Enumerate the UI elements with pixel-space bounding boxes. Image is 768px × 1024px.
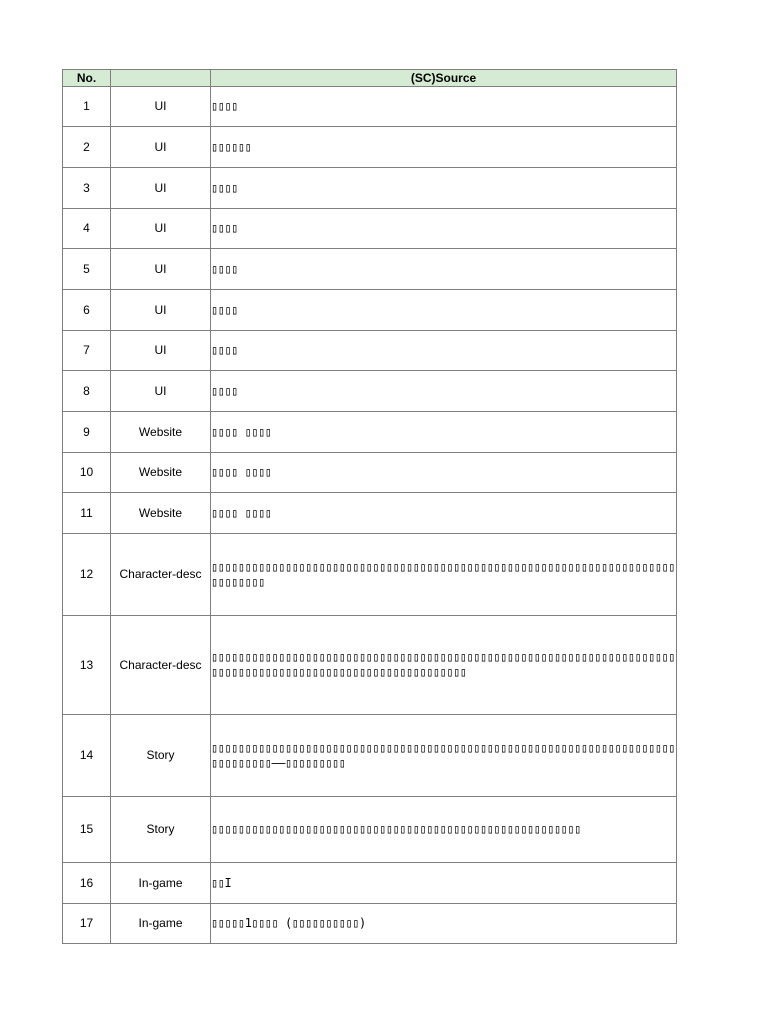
row-number: 14 (63, 715, 111, 797)
table-row (63, 87, 677, 127)
row-category: In-game (111, 863, 211, 904)
table-row (63, 453, 677, 493)
table-row (63, 127, 677, 168)
header-row (63, 70, 677, 87)
row-source-text: ▯▯▯▯ ▯▯▯▯ (211, 453, 677, 493)
row-number: 1 (63, 87, 111, 127)
row-number: 2 (63, 127, 111, 168)
table-row (63, 904, 677, 944)
table-row (63, 616, 677, 715)
table-row (63, 863, 677, 904)
row-category: Story (111, 797, 211, 863)
table-row (63, 715, 677, 797)
header-no: No. (63, 70, 111, 87)
row-source-text: ▯▯▯▯▯▯▯▯▯▯▯▯▯▯▯▯▯▯▯▯▯▯▯▯▯▯▯▯▯▯▯▯▯▯▯▯▯▯▯▯▯▯▯▯▯▯▯▯▯▯▯▯▯▯▯▯▯▯▯▯▯▯▯▯▯▯▯▯▯▯▯▯▯▯▯▯▯ (211, 534, 677, 616)
row-source-text: ▯▯I (211, 863, 677, 904)
table-header (63, 70, 677, 87)
row-category: UI (111, 209, 211, 249)
row-category: UI (111, 127, 211, 168)
row-category: Story (111, 715, 211, 797)
table-row (63, 290, 677, 331)
row-number: 3 (63, 168, 111, 209)
row-number: 12 (63, 534, 111, 616)
row-source-text: ▯▯▯▯ (211, 168, 677, 209)
row-number: 5 (63, 249, 111, 290)
row-category: Website (111, 412, 211, 453)
row-source-text: ▯▯▯▯ (211, 371, 677, 412)
row-category: Website (111, 453, 211, 493)
row-category: UI (111, 331, 211, 371)
row-source-text: ▯▯▯▯ (211, 87, 677, 127)
row-number: 17 (63, 904, 111, 944)
row-source-text: ▯▯▯▯ ▯▯▯▯ (211, 493, 677, 534)
row-category: UI (111, 87, 211, 127)
table-row (63, 209, 677, 249)
header-category (111, 70, 211, 87)
row-source-text: ▯▯▯▯ (211, 249, 677, 290)
row-source-text: ▯▯▯▯ (211, 290, 677, 331)
row-category: Character-desc (111, 534, 211, 616)
row-category: UI (111, 371, 211, 412)
table-row (63, 168, 677, 209)
row-number: 4 (63, 209, 111, 249)
row-category: In-game (111, 904, 211, 944)
row-category: UI (111, 249, 211, 290)
table-row (63, 797, 677, 863)
table-row (63, 249, 677, 290)
row-source-text: ▯▯▯▯▯▯ (211, 127, 677, 168)
row-number: 7 (63, 331, 111, 371)
row-number: 8 (63, 371, 111, 412)
row-category: Website (111, 493, 211, 534)
row-category: UI (111, 168, 211, 209)
row-source-text: ▯▯▯▯ (211, 209, 677, 249)
header-source: (SC)Source (211, 70, 677, 87)
table-row (63, 331, 677, 371)
table-row (63, 412, 677, 453)
row-source-text: ▯▯▯▯▯▯▯▯▯▯▯▯▯▯▯▯▯▯▯▯▯▯▯▯▯▯▯▯▯▯▯▯▯▯▯▯▯▯▯▯▯▯▯▯▯▯▯▯▯▯▯▯▯▯▯ (211, 797, 677, 863)
row-source-text: ▯▯▯▯▯▯▯▯▯▯▯▯▯▯▯▯▯▯▯▯▯▯▯▯▯▯▯▯▯▯▯▯▯▯▯▯▯▯▯▯▯▯▯▯▯▯▯▯▯▯▯▯▯▯▯▯▯▯▯▯▯▯▯▯▯▯▯▯▯▯▯▯▯▯▯▯▯▯▯▯▯▯▯▯▯▯▯▯▯▯▯▯▯▯▯▯▯▯▯▯▯▯▯▯▯▯▯ (211, 616, 677, 715)
row-source-text: ▯▯▯▯▯1▯▯▯▯ (▯▯▯▯▯▯▯▯▯▯) (211, 904, 677, 944)
row-number: 15 (63, 797, 111, 863)
row-number: 6 (63, 290, 111, 331)
row-number: 13 (63, 616, 111, 715)
table-row (63, 493, 677, 534)
row-number: 11 (63, 493, 111, 534)
row-source-text: ▯▯▯▯▯▯▯▯▯▯▯▯▯▯▯▯▯▯▯▯▯▯▯▯▯▯▯▯▯▯▯▯▯▯▯▯▯▯▯▯▯▯▯▯▯▯▯▯▯▯▯▯▯▯▯▯▯▯▯▯▯▯▯▯▯▯▯▯▯▯▯▯▯▯▯▯▯▯——▯▯▯▯▯▯▯▯▯ (211, 715, 677, 797)
row-category: Character-desc (111, 616, 211, 715)
row-source-text: ▯▯▯▯ (211, 331, 677, 371)
table-row (63, 534, 677, 616)
row-number: 16 (63, 863, 111, 904)
source-table (62, 69, 677, 944)
row-source-text: ▯▯▯▯ ▯▯▯▯ (211, 412, 677, 453)
table-body (63, 87, 677, 944)
row-number: 9 (63, 412, 111, 453)
table-row (63, 371, 677, 412)
row-number: 10 (63, 453, 111, 493)
row-category: UI (111, 290, 211, 331)
